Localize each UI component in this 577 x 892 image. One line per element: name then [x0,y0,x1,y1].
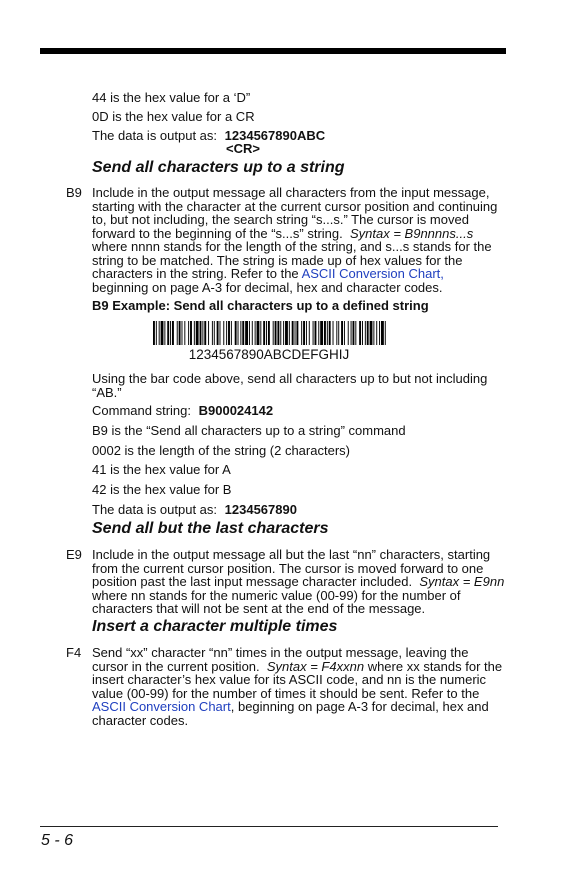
code-b9: B9 [66,185,82,200]
body-line: cursor in the current position. Syntax = F4xxnn where xx stands for the [92,658,503,674]
body-line: Include in the output message all characters from the input message, [92,185,490,200]
output-value: 1234567890ABC [224,128,326,143]
barcode-bar [161,321,164,345]
barcode-bar [324,321,326,345]
barcode-bar [194,321,195,345]
barcode-bar [275,321,277,345]
body-line: from the current cursor position. The cursor is moved forward to one [92,560,484,576]
barcode-bars [153,321,386,345]
command-label: Command string: [92,403,191,418]
barcode-bar [301,321,302,345]
section-heading-b9: Send all characters up to a string [92,159,345,176]
output-value-cr: <CR> [226,141,260,156]
body-line: “AB.” [92,384,122,400]
output-label: The data is output as: [92,502,218,517]
explain-line: 41 is the hex value for A [92,462,231,477]
barcode-bar [255,321,256,345]
body-line: starting with the character at the current cursor position and continuing [92,198,498,214]
barcode-bar [348,321,349,345]
barcode-bar [315,321,317,345]
top-rule [40,48,506,54]
barcode-bar [277,321,279,345]
explain-line: B9 is the “Send all characters up to a string” command [92,423,406,438]
barcode-bar [200,321,202,345]
barcode-bar [379,321,380,345]
body-line: where nnnn stands for the length of the string, and s...s stands for the [92,239,492,254]
barcode-bar [351,321,352,345]
barcode-bar [266,321,267,345]
barcode-bar [208,321,209,345]
barcode-bar [179,321,181,345]
body-line: to, but not including, the search string “s...s.” The cursor is moved [92,212,469,227]
barcode-bar [223,321,224,345]
barcode-bar [292,321,294,345]
b9-body [92,186,497,294]
barcode-bar [381,321,384,345]
barcode-bar [249,321,250,345]
e9-body [92,548,504,616]
barcode-bar [370,321,373,345]
barcode-bar [338,321,339,345]
explain-line: 42 is the hex value for B [92,482,232,497]
body-line: forward to the beginning of the “s...s” string. Syntax = B9nnnns...s [92,225,474,241]
barcode-bar [257,321,260,345]
barcode-bar [177,321,178,345]
body-line: beginning on page A-3 for decimal, hex and character codes. [92,279,443,295]
barcode-bar [167,321,169,345]
barcode-bar [309,321,310,345]
explain-line: 0002 is the length of the string (2 characters) [92,443,350,458]
barcode-bar [164,321,165,345]
body-line: Include in the output message all but the last “nn” characters, starting [92,547,491,562]
ascii-chart-link[interactable]: ASCII Conversion Chart, [301,266,444,281]
syntax-text: Syntax = E9nn [419,574,505,589]
page-number: 5 - 6 [41,832,74,849]
body-line: characters that will not be sent at the end of the message. [92,601,426,616]
barcode-bar [320,321,323,345]
body-line: value (00-99) for the number of times it should be sent. Refer to the [92,685,480,701]
section-heading-e9: Send all but the last characters [92,520,329,537]
barcode-bar [303,321,305,345]
barcode-bar [172,321,174,345]
code-e9: E9 [66,547,82,562]
barcode-bar [263,321,265,345]
f4-body [92,646,502,727]
barcode-bar [188,321,189,345]
body-line: string to be matched. The string is made up of hex values for the [92,252,463,268]
barcode-bar [333,321,334,345]
ascii-chart-link[interactable]: ASCII Conversion Chart [92,699,231,714]
body-line: Send “xx” character “nn” times in the output message, leaving the [92,645,469,660]
b9-output-line [92,503,297,517]
barcode-bar [204,321,206,345]
barcode-bar [336,321,337,345]
barcode-bar [196,321,199,345]
section-heading-f4: Insert a character multiple times [92,618,338,635]
barcode-bar [306,321,307,345]
output-label: The data is output as: [92,128,218,143]
barcode-bar [252,321,253,345]
barcode-bar [184,321,185,345]
body-line: where nn stands for the numeric value (00-99) for the number of [92,587,461,603]
barcode-bar [182,321,183,345]
barcode-bar [367,321,369,345]
barcode-bar [202,321,203,345]
barcode-bar [341,321,343,345]
using-paragraph [92,372,487,399]
body-line: Using the bar code above, send all characters up to but not including [92,371,488,386]
barcode-bar [159,321,160,345]
intro-output-line [92,129,325,143]
barcode-bar [318,321,319,345]
bottom-rule [40,826,498,827]
barcode-bar [268,321,270,345]
barcode-bar [190,321,192,345]
barcode-bar [365,321,366,345]
body-line: character codes. [92,712,189,728]
barcode-bar [228,321,230,345]
barcode-bar [355,321,356,345]
barcode-bar [329,321,331,345]
barcode-bar [156,321,157,345]
barcode-bar [295,321,296,345]
command-string-line [92,404,273,418]
barcode-bar [170,321,171,345]
barcode-bar [289,321,290,345]
body-line: insert character’s hex value for its ASCII code, and nn is the numeric [92,672,487,687]
barcode-text: 1234567890ABCDEFGHIJ [188,347,350,362]
barcode-bar [238,321,239,345]
barcode-bar [240,321,241,345]
barcode-bar [359,321,361,345]
barcode-bar [153,321,155,345]
syntax-text: Syntax = B9nnnns...s [349,225,474,241]
intro-line: 44 is the hex value for a ‘D” [92,90,251,105]
body-line: characters in the string. Refer to the ASCII Conversion Chart, [92,266,444,281]
barcode-bar [344,321,345,345]
barcode-bar [214,321,215,345]
barcode-bar [362,321,363,345]
barcode-bar [273,321,274,345]
body-line: ASCII Conversion Chart, beginning on page A-3 for decimal, hex and [92,699,489,714]
command-value: B900024142 [198,403,274,418]
barcode-bar [280,321,281,345]
code-f4: F4 [66,645,82,660]
barcode-bar [242,321,244,345]
barcode-bar [245,321,248,345]
intro-line: 0D is the hex value for a CR [92,109,255,124]
barcode-bar [327,321,328,345]
b9-example-heading: B9 Example: Send all characters up to a defined string [92,298,429,313]
barcode-bar [385,321,386,345]
barcode-bar [296,321,298,345]
barcode-bar [231,321,232,345]
syntax-text: Syntax = F4xxnn [266,658,365,674]
output-value: 1234567890 [224,502,297,517]
barcode-image [151,319,387,363]
barcode-bar [217,321,219,345]
barcode-bar [235,321,237,345]
barcode-bar [226,321,227,345]
body-line: position past the last input message character included. Syntax = E9nn [92,574,505,589]
barcode-bar [212,321,213,345]
barcode-bar [353,321,355,345]
barcode-bar [313,321,314,345]
barcode-bar [373,321,374,345]
barcode-bar [376,321,377,345]
barcode-bar [283,321,284,345]
barcode-bar [285,321,288,345]
barcode-bar [220,321,221,345]
barcode-bar [260,321,261,345]
